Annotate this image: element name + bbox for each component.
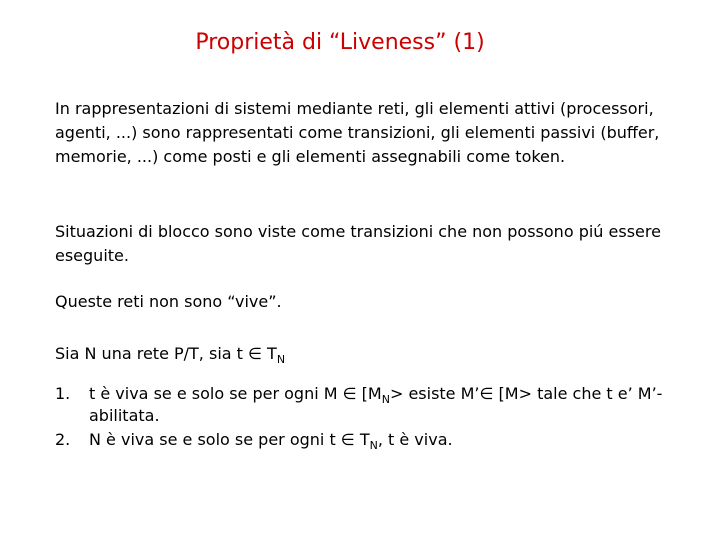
definition-line bbox=[55, 342, 695, 366]
list-text bbox=[89, 383, 700, 427]
list-text-part: , t è viva. bbox=[377, 430, 453, 449]
numbered-list bbox=[55, 383, 700, 453]
list-number: 1. bbox=[55, 384, 71, 403]
list-text-part: > esiste M’∈ [M> tale che t e’ M’-abilitata. bbox=[89, 384, 663, 425]
list-subscript: N bbox=[369, 439, 378, 453]
slide-title: Proprietà di “Liveness” (1) bbox=[195, 30, 485, 55]
paragraph-representation: In rappresentazioni di sistemi mediante reti, gli elementi attivi (processori, agenti, ...) sono rappresentati come transizioni, gli elementi passivi (buffer, memorie, ...) come posti e gli elementi assegnabili come token. bbox=[55, 99, 660, 166]
list-text-part: t è viva se e solo se per ogni M ∈ [M bbox=[89, 384, 382, 403]
list-item bbox=[55, 429, 700, 451]
list-subscript: N bbox=[381, 393, 390, 407]
list-number: 2. bbox=[55, 430, 71, 449]
definition-text: Sia N una rete P/T, sia t ∈ T bbox=[55, 344, 277, 363]
paragraph-deadlock: Situazioni di blocco sono viste come transizioni che non possono piú essere eseguite. bbox=[55, 222, 661, 265]
definition-subscript: N bbox=[276, 353, 286, 367]
list-item bbox=[55, 383, 700, 427]
paragraph-not-live: Queste reti non sono “vive”. bbox=[55, 292, 282, 311]
list-text-part: N è viva se e solo se per ogni t ∈ T bbox=[89, 430, 370, 449]
list-text bbox=[89, 429, 700, 451]
